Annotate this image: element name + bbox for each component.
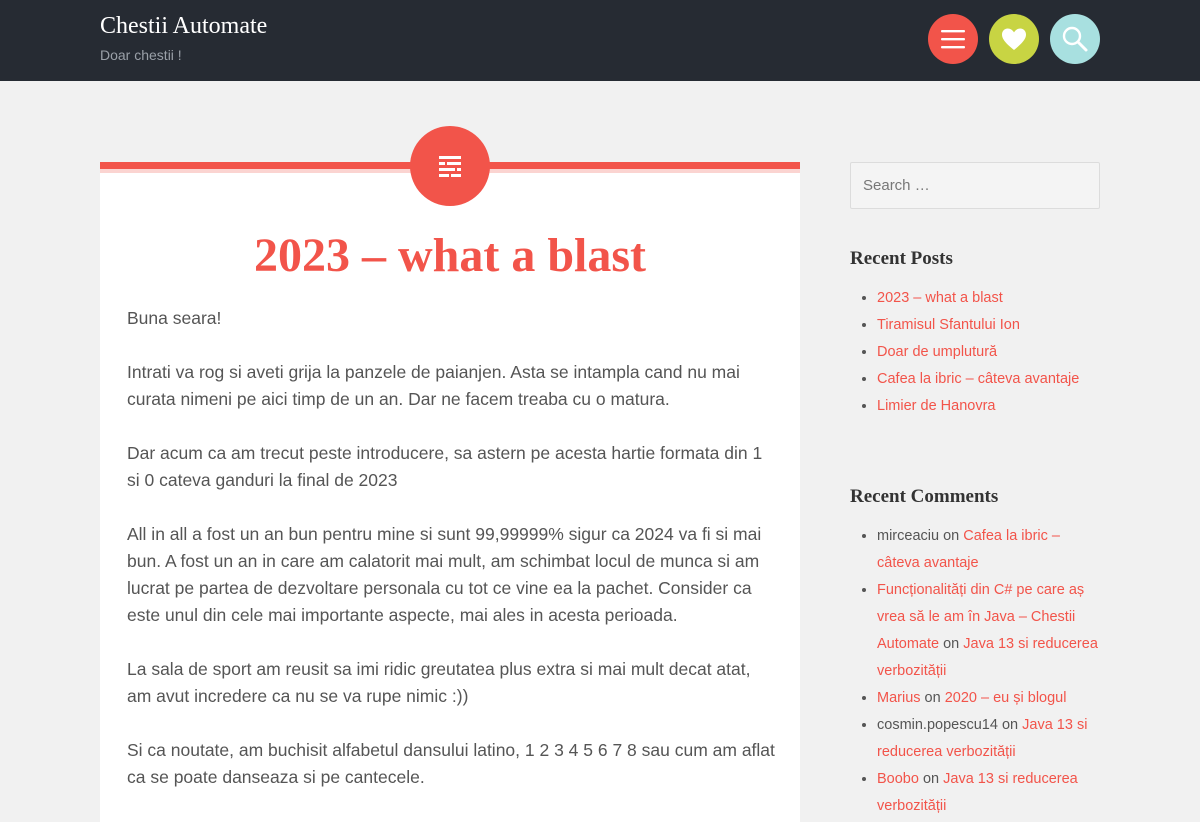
search-toggle-button[interactable] [1050,14,1100,64]
post-paragraph: La sala de sport am reusit sa imi ridic greutatea plus extra si mai mult decat atat, am avut incredere ca nu se va rupe nimic :)) [127,659,751,706]
post-paragraph: All in all a fost un an bun pentru mine si sunt 99,99999% sigur ca 2024 va fi si mai bun. A fost un an in care am calatorit mai mult, am schimbat locul de munca si am lucrat pe partea de dezvoltare personala cu tot ce vine ea la pachet. Consider ca este unul din cele mai importante aspecte, mai ales in acesta perioada. [127,524,762,625]
recent-post-link[interactable]: Limier de Hanovra [877,398,996,414]
comment-author: mirceaciu [877,528,940,544]
list-item [877,312,1100,339]
post-paragraph: Si ca noutate, am buchisit alfabetul dansului latino, 1 2 3 4 5 6 7 8 sau cum am aflat ca se poate danseaza si pe cantecele. [127,740,775,787]
post-format-badge [410,126,490,206]
list-item [877,685,1100,712]
sidebar-search [850,162,1100,209]
comment-post-link[interactable]: Java 13 si reducerea verbozității [877,717,1088,760]
comment-author: cosmin.popescu14 [877,717,998,733]
comment-author-link[interactable]: Funcționalități din C# pe care aș vrea să le am în Java – Chestii Automate [877,582,1085,652]
menu-button[interactable] [928,14,978,64]
list-item [877,393,1100,420]
recent-post-link[interactable]: Tiramisul Sfantului Ion [877,317,1020,333]
post-paragraph: Intrati va rog si aveti grija la panzele de paianjen. Asta se intampla cand nu mai curata nimeni pe aici timp de un an. Dar ne facem treaba cu o matura. [127,362,740,409]
comment-post-link[interactable]: 2020 – eu și blogul [944,690,1067,706]
heart-icon [989,14,1039,64]
list-item [877,339,1100,366]
post-article [100,162,800,822]
post-paragraph: Dar acum ca am trecut peste introducere, sa astern pe acesta hartie formata din 1 si 0 cateva ganduri la final de 2023 [127,443,763,490]
post-content [127,305,777,818]
site-header [0,0,1200,81]
post-paragraph: Buna seara! [127,308,222,328]
recent-post-link[interactable]: Doar de umplutură [877,344,998,360]
recent-posts-title: Recent Posts [850,248,953,269]
comment-on-label: on [1001,717,1019,733]
comment-author-link[interactable]: Boobo [877,771,919,787]
list-item [877,285,1100,312]
comment-post-link[interactable]: Java 13 si reducerea verbozității [877,771,1078,814]
recent-post-link[interactable]: Cafea la ibric – câteva avantaje [877,371,1080,387]
site-title[interactable]: Chestii Automate [100,13,268,39]
favorites-button[interactable] [989,14,1039,64]
list-item [877,712,1100,766]
search-input[interactable] [851,163,1099,208]
recent-comments-list [877,523,1100,820]
comment-on-label: on [943,636,960,652]
recent-post-link[interactable]: 2023 – what a blast [877,290,1003,306]
site-description: Doar chestii ! [100,47,182,63]
standard-post-format-icon [410,126,490,206]
comment-post-link[interactable]: Cafea la ibric – câteva avantaje [877,528,1060,571]
recent-posts-list [877,285,1100,420]
comment-on-label: on [922,771,940,787]
comment-post-link[interactable]: Java 13 si reducerea verbozității [877,636,1098,679]
comment-on-label: on [924,690,941,706]
list-item [877,366,1100,393]
list-item [877,766,1100,820]
comment-author-link[interactable]: Marius [877,690,921,706]
menu-icon [928,14,978,64]
comment-on-label: on [943,528,960,544]
list-item [877,577,1100,685]
list-item [877,523,1100,577]
recent-comments-title: Recent Comments [850,486,999,507]
search-icon [1050,14,1100,64]
post-title[interactable]: 2023 – what a blast [253,229,647,282]
